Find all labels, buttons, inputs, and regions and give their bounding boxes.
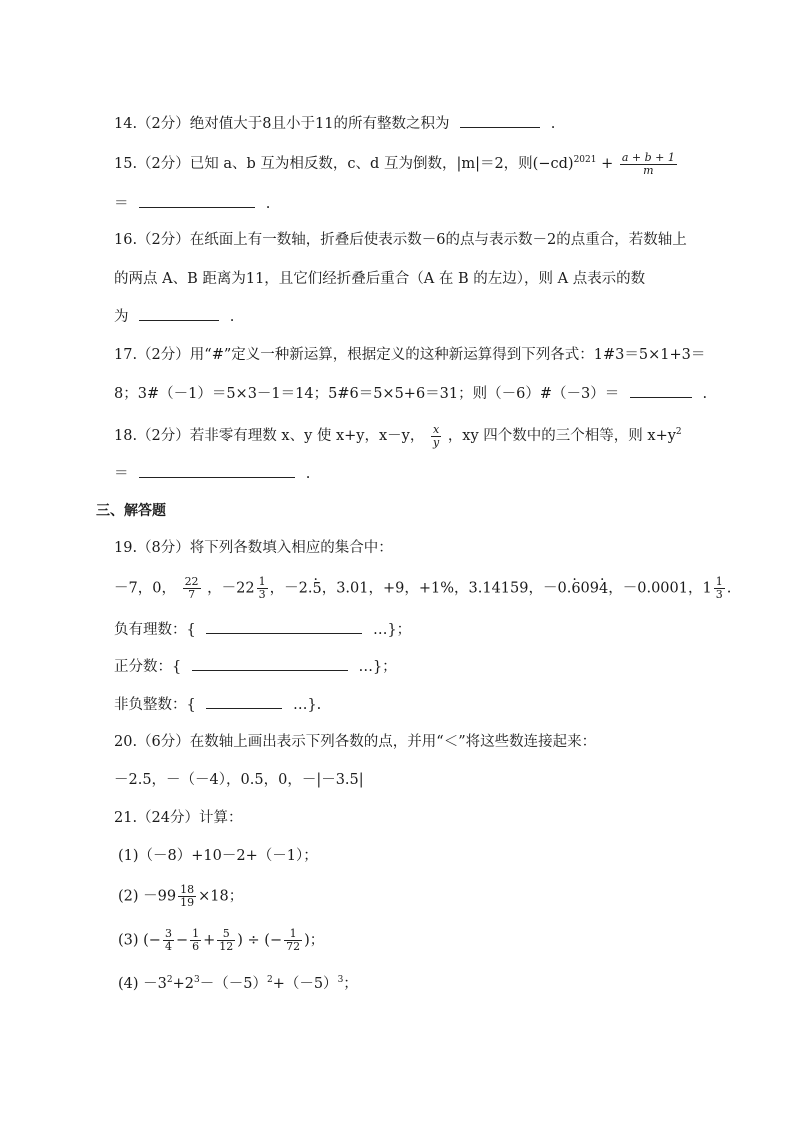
q21-p3-f3d: 12	[219, 940, 234, 953]
q19-frac-1-3	[257, 576, 268, 601]
q21-p3-frac-4	[284, 928, 302, 953]
q21-p4-f: ；	[343, 976, 358, 992]
q21-p2-a: (2) －99	[118, 888, 177, 905]
q19-frac-22-7	[183, 576, 201, 601]
q19-f3-den: 3	[715, 588, 723, 601]
q21-p4-e1: 2	[166, 975, 173, 985]
q21-p3-minus: −	[175, 932, 189, 949]
q14-answer-blank[interactable]	[460, 113, 540, 128]
q18-text: 18.（2分）若非零有理数 x、y 使 x+y，x－y，	[114, 428, 425, 444]
q19-nums-a: －7，0，	[114, 580, 176, 597]
q19-set1-end: …}；	[372, 622, 412, 638]
q18-end: .	[305, 466, 311, 482]
q15-text: 15.（2分）已知 a、b 互为相反数，c、d 互为倒数，|m|＝2，则(−cd)	[114, 156, 574, 172]
question-20-numbers: －2.5，－（－4），0.5，0，－|－3.5|	[114, 772, 364, 788]
q19-nums-e: 09	[580, 580, 599, 597]
q16-end: .	[229, 309, 235, 325]
question-17-line1: 17.（2分）用“#”定义一种新运算，根据定义的这种新运算得到下列各式：1#3＝5×1+3＝	[114, 347, 706, 363]
q15-frac-den: m	[643, 163, 654, 177]
q19-set-nonnegative-integer	[114, 694, 321, 715]
q19-set-positive-fraction	[114, 656, 397, 677]
q14-text: 14.（2分）绝对值大于8且小于11的所有整数之积为	[114, 116, 450, 132]
q16-answer-blank[interactable]	[139, 306, 219, 321]
q19-f1-num: 22	[184, 575, 199, 588]
question-19-title: 19.（8分）将下列各数填入相应的集合中：	[114, 540, 393, 556]
q21-p3-f4n: 1	[284, 928, 302, 941]
q19-nums-g: .	[726, 580, 732, 597]
q16-line3-text: 为	[114, 309, 129, 325]
q18-fraction	[431, 424, 441, 449]
question-21-title: 21.（24分）计算：	[114, 810, 243, 826]
q18-text2: ，xy 四个数中的三个相等，则 x+y	[447, 428, 676, 444]
q18-frac-den: y	[432, 435, 440, 449]
q18-answer-blank[interactable]	[139, 463, 295, 478]
q15-exponent: 2021	[573, 155, 597, 165]
question-16-line1: 16.（2分）在纸面上有一数轴，折叠后使表示数－6的点与表示数－2的点重合，若数轴上	[114, 232, 687, 248]
q19-set1-blank[interactable]	[206, 619, 362, 634]
q21-p3-b: ) ÷ (−	[237, 932, 283, 949]
q21-p4-c: －（－5）	[199, 976, 267, 992]
q19-set-negative-rational	[114, 619, 411, 640]
q19-f2-den: 3	[258, 588, 266, 601]
q15-eq: ＝	[114, 196, 129, 212]
q19-set2-blank[interactable]	[192, 656, 348, 671]
q21-p4-a: (4) －3	[118, 976, 167, 992]
q21-part-3	[118, 928, 324, 953]
question-15-answer	[114, 193, 270, 214]
q21-p4-d: +（－5）	[272, 976, 338, 992]
q19-set3-label: 非负整数：{	[114, 697, 196, 713]
q21-p3-plus: +	[203, 932, 216, 949]
q21-p3-f1d: 4	[164, 940, 172, 953]
q17-line2-text: 8；3#（－1）＝5×3－1＝14；5#6＝5×5+6＝31；则（－6）#（－3）＝	[114, 386, 620, 402]
question-18	[114, 422, 682, 449]
q18-exponent: 2	[675, 427, 682, 437]
q14-end: .	[550, 116, 556, 132]
q19-repeat-digit-3: · 4	[599, 581, 608, 597]
q21-p3-f1n: 3	[164, 927, 172, 940]
q15-answer-blank[interactable]	[139, 193, 255, 208]
q21-part-4	[118, 970, 358, 994]
q21-p4-e3: 2	[266, 975, 273, 985]
q18-frac-num: x	[432, 422, 440, 436]
q21-part-1: (1)（－8）+10－2+（－1）；	[118, 848, 318, 864]
q21-p2-den: 19	[180, 896, 195, 909]
q17-end: .	[702, 386, 708, 402]
q19-repeat-digit-1: · 5	[312, 581, 321, 597]
q19-set2-label: 正分数：{	[114, 659, 182, 675]
q21-p4-b: +2	[172, 976, 194, 992]
q19-repeat-digit-2: · 6	[571, 581, 580, 597]
q21-p2-fraction	[178, 884, 196, 909]
q15-end: .	[265, 196, 271, 212]
q19-set3-end: …}.	[292, 697, 322, 713]
q19-frac-mixed-1-3	[714, 576, 725, 601]
q19-set2-end: …}；	[358, 659, 397, 675]
q19-nums-f: ，－0.0001，1	[608, 580, 712, 597]
q21-p3-c: )；	[304, 932, 325, 949]
q21-part-2	[118, 884, 243, 909]
q19-f2-num: 1	[258, 575, 266, 588]
q21-p4-e4: 3	[337, 975, 344, 985]
question-16-line3	[114, 306, 234, 327]
q21-p4-e2: 3	[193, 975, 200, 985]
q21-p2-num: 18	[180, 883, 195, 896]
q19-nums-c: ，－2.	[269, 580, 313, 597]
question-18-answer	[114, 463, 310, 484]
q21-p2-b: ×18；	[198, 888, 244, 905]
q19-set1-label: 负有理数：{	[114, 622, 196, 638]
section-title: 三、解答题	[96, 503, 166, 519]
question-14	[114, 113, 555, 134]
q19-nums-d: ，3.01，+9，+1%，3.14159，－0.	[321, 580, 572, 597]
q21-p3-frac-2	[190, 928, 201, 953]
q15-fraction	[620, 152, 677, 177]
q15-plus: +	[601, 156, 614, 172]
q19-set3-blank[interactable]	[206, 694, 282, 709]
q19-nums-b: ，－22	[207, 580, 255, 597]
q21-p3-f2d: 6	[192, 940, 200, 953]
question-15	[114, 150, 679, 177]
q21-p3-a: (3) (−	[118, 932, 161, 949]
q21-p3-f3n: 5	[217, 928, 235, 941]
q18-eq: ＝	[114, 466, 129, 482]
question-20-title: 20.（6分）在数轴上画出表示下列各数的点，并用“＜”将这些数连接起来：	[114, 734, 597, 750]
q17-answer-blank[interactable]	[630, 383, 692, 398]
q21-p3-frac-1	[163, 928, 174, 953]
question-16-line2: 的两点 A、B 距离为11，且它们经折叠后重合（A 在 B 的左边），则 A 点表示的数	[114, 271, 646, 287]
question-17-line2	[114, 383, 707, 404]
q15-frac-num: a + b + 1	[621, 150, 675, 164]
question-19-numbers	[114, 576, 731, 601]
q21-p3-f4d: 72	[286, 940, 301, 953]
q21-p3-f2n: 1	[192, 927, 200, 940]
q19-f3-num: 1	[715, 575, 723, 588]
q21-p3-frac-3	[217, 928, 235, 953]
q19-f1-den: 7	[188, 588, 196, 601]
